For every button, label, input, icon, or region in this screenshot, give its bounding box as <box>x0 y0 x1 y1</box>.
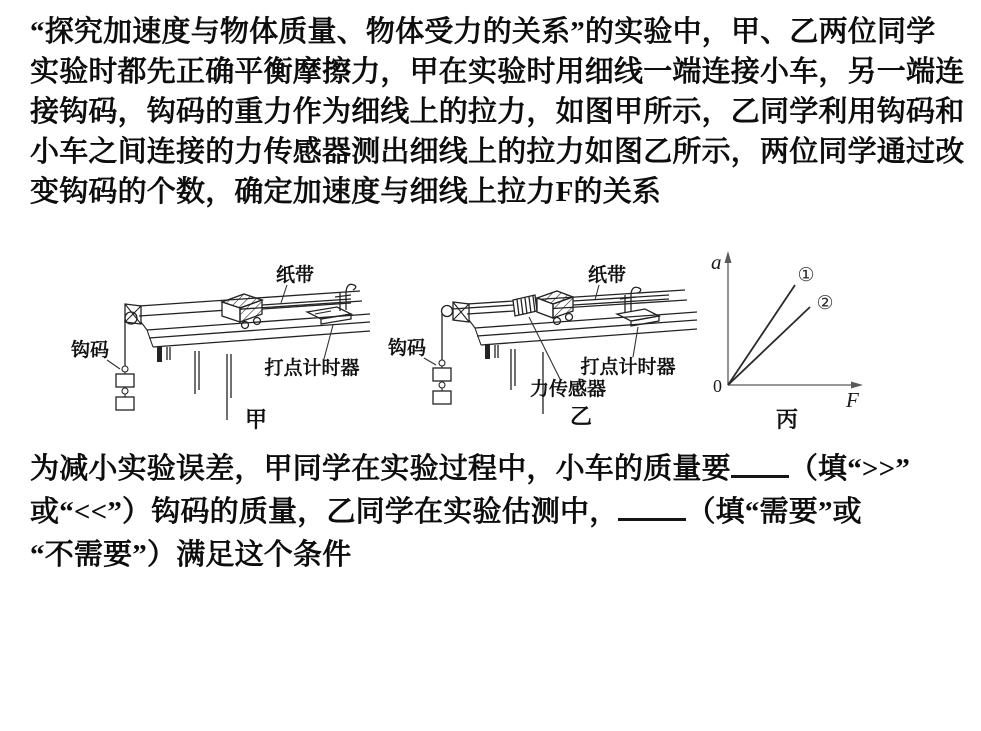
cart-wheel <box>566 314 573 321</box>
answer-blank-2 <box>618 518 686 521</box>
problem-statement <box>30 12 970 212</box>
figure-yi <box>385 248 705 435</box>
hook <box>122 388 128 394</box>
intro-line: 小车之间连接的力传感器测出细线上的拉力如图乙所示，两位同学通过改 <box>30 136 965 168</box>
timer-label: 打点计时器 <box>580 357 676 378</box>
line-2-tag: ② <box>816 293 834 314</box>
answer-blank-1 <box>731 475 789 478</box>
table-leg <box>157 347 162 362</box>
question-line <box>30 534 978 577</box>
labels <box>71 263 360 432</box>
figure-yi-caption: 乙 <box>569 404 593 429</box>
figure-yi-drawing <box>385 248 705 435</box>
labels <box>388 263 676 429</box>
figure-jia <box>35 248 375 435</box>
x-axis-label: F <box>846 388 859 412</box>
origin-label: 0 <box>713 376 722 396</box>
line-2 <box>728 307 810 385</box>
pulley <box>442 306 453 317</box>
line-1 <box>728 285 795 385</box>
question-line <box>30 491 978 534</box>
weight <box>116 397 134 410</box>
intro-line: 变钩码的个数，确定加速度与细线上拉力F的关系 <box>30 176 662 208</box>
hook <box>439 382 445 388</box>
table-leg <box>485 345 490 359</box>
figure-jia-drawing <box>35 248 375 435</box>
question-segment: 或“<<”）钩码的质量，乙同学在实验估测中， <box>30 496 619 528</box>
question-segment: （填“需要”或 <box>686 496 862 528</box>
figure-jia-caption: 甲 <box>244 407 268 432</box>
question-segment: “不需要”）满足这个条件 <box>30 539 352 571</box>
sensor-label: 力传感器 <box>529 379 607 400</box>
line-1-tag: ① <box>797 265 815 286</box>
graph-lines <box>728 285 810 385</box>
weight <box>116 374 134 387</box>
figure-bing-graph <box>700 245 960 435</box>
question-line <box>30 448 978 491</box>
string <box>452 305 514 309</box>
question-text <box>30 448 978 577</box>
cart-wheel <box>554 318 561 325</box>
question-segment: 为减小实验误差，甲同学在实验过程中，小车的质量要 <box>30 453 731 485</box>
hook <box>122 366 128 372</box>
intro-line: 接钩码，钩码的重力作为细线上的拉力，如图甲所示，乙同学利用钩码和 <box>30 96 965 128</box>
hook <box>439 360 445 366</box>
cart <box>537 291 573 325</box>
pulley-and-weights <box>116 312 137 410</box>
pulley-and-weights <box>433 306 453 405</box>
weights-label: 钩码 <box>70 340 110 361</box>
weight <box>433 391 451 404</box>
intro-line: “探究加速度与物体质量、物体受力的关系”的实验中，甲、乙两位同学 <box>30 16 936 48</box>
y-axis-label: a <box>711 250 722 274</box>
tape-label: 纸带 <box>275 265 315 286</box>
timer-label: 打点计时器 <box>264 358 360 379</box>
question-segment: （填“>>” <box>788 453 911 485</box>
figure-bing <box>700 245 960 435</box>
graph-labels <box>711 250 859 432</box>
weight <box>433 368 451 381</box>
cart-wheel <box>254 318 261 325</box>
cart <box>222 294 262 329</box>
weights-label: 钩码 <box>387 338 427 359</box>
tape-label: 纸带 <box>587 265 627 286</box>
y-axis-arrow <box>725 251 732 263</box>
intro-line: 实验时都先正确平衡摩擦力，甲在实验时用细线一端连接小车，另一端连 <box>30 56 965 88</box>
figure-bing-caption: 丙 <box>775 407 799 432</box>
